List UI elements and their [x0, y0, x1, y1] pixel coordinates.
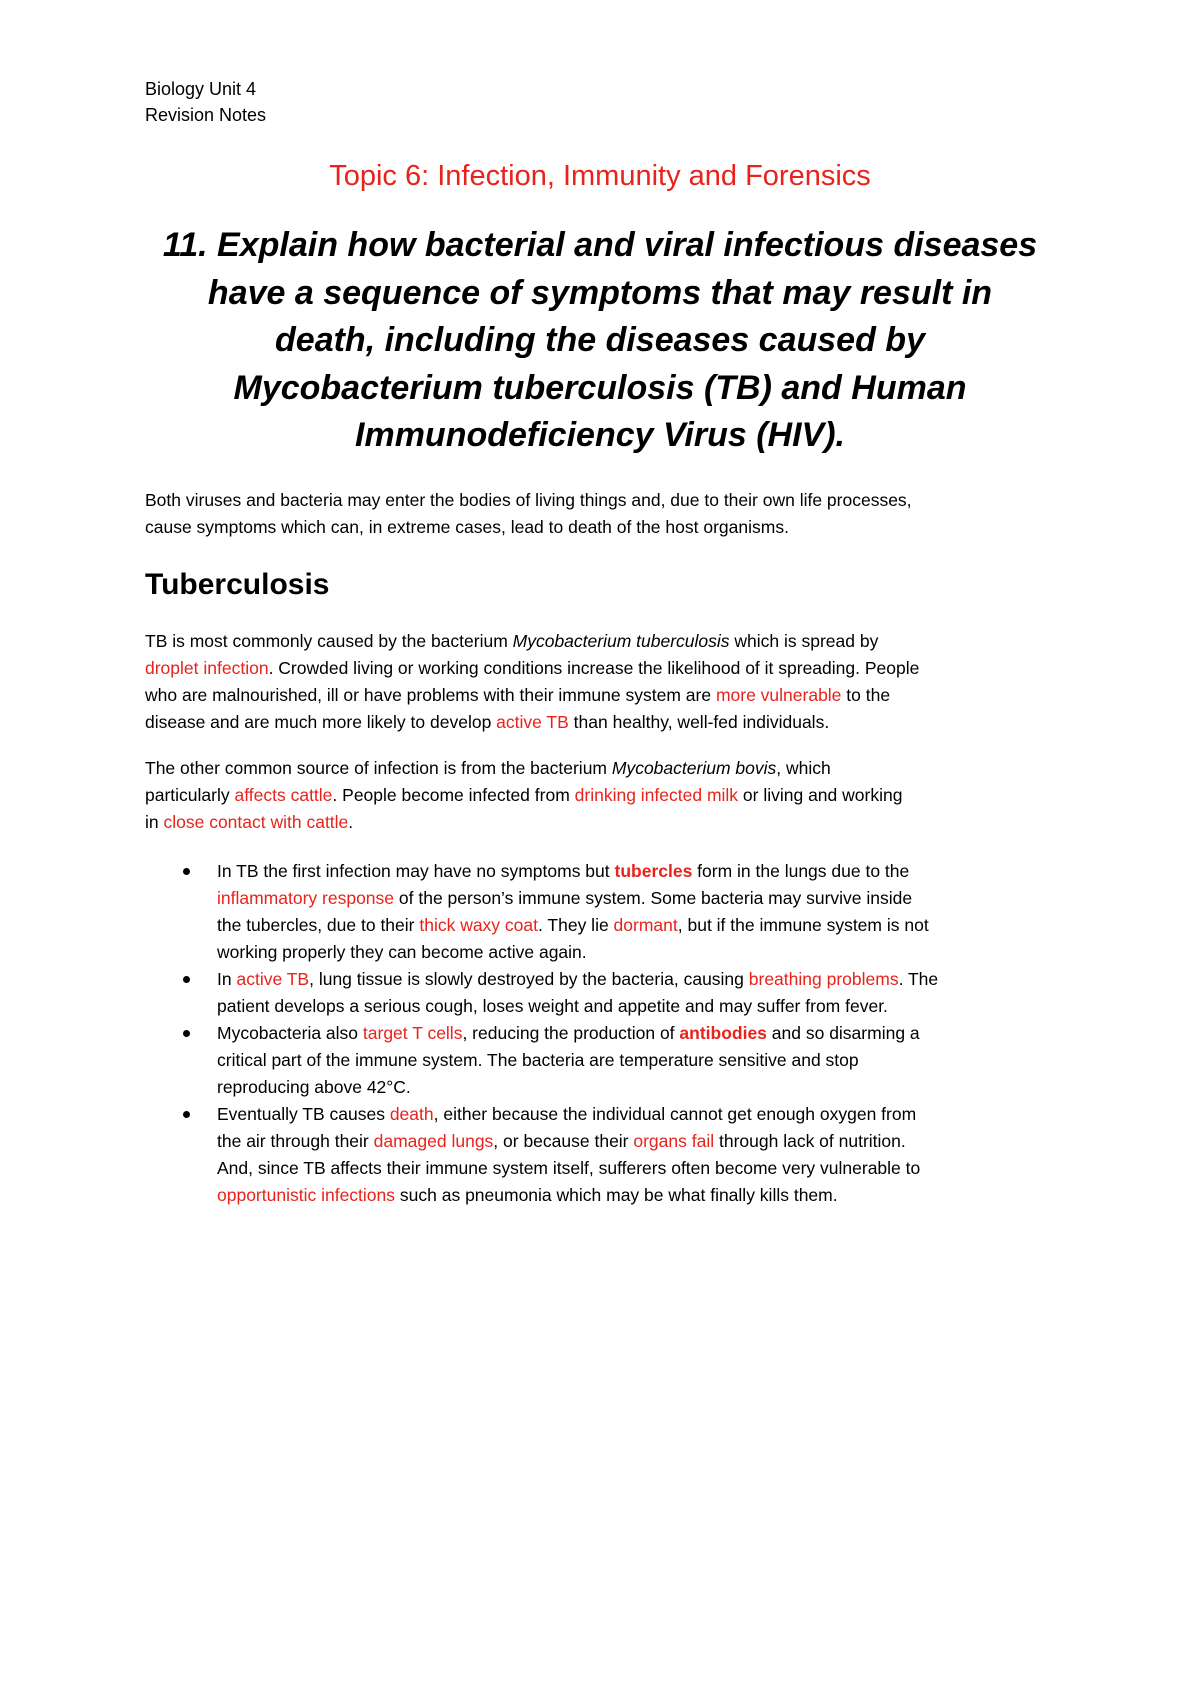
text-run: . The	[898, 969, 939, 989]
text-run: Eventually TB causes	[217, 1104, 390, 1124]
text-run: particularly	[145, 785, 235, 805]
bullet-icon	[183, 1111, 190, 1118]
intro-paragraph	[145, 487, 1085, 541]
key-term: opportunistic infections	[217, 1185, 396, 1205]
intro-line: cause symptoms which can, in extreme cases, lead to death of the host organisms.	[145, 517, 789, 537]
text-run: Mycobacteria also	[217, 1023, 363, 1043]
list-item-line: And, since TB affects their immune system itself, sufferers often become very vulnerable to	[217, 1158, 921, 1178]
text-run: which is spread by	[729, 631, 879, 651]
text-run: the tubercles, due to their	[217, 915, 420, 935]
text-run: . People become infected from	[332, 785, 575, 805]
paragraph-tb-cause	[145, 628, 1085, 736]
paragraph-line	[145, 755, 1085, 782]
text-run: In TB the first infection may have no symptoms but	[217, 861, 615, 881]
text-run: , which	[776, 758, 831, 778]
text-run: form in the lungs due to the	[692, 861, 910, 881]
text-run: , or because their	[493, 1131, 634, 1151]
text-run: and so disarming a	[766, 1023, 920, 1043]
list-item-line	[217, 1020, 1085, 1047]
text-run: , reducing the production of	[462, 1023, 680, 1043]
text-run: in	[145, 812, 164, 832]
list-item	[145, 1101, 1085, 1209]
species-name: Mycobacterium bovis	[611, 758, 777, 778]
bullet-icon	[183, 1030, 190, 1037]
text-run: TB is most commonly caused by the bacterium	[145, 631, 513, 651]
key-term: inflammatory response	[217, 888, 395, 908]
section-heading-tuberculosis: Tuberculosis	[145, 568, 330, 601]
list-item	[145, 1020, 1085, 1101]
key-term: thick waxy coat	[419, 915, 538, 935]
key-term: drinking infected milk	[574, 785, 739, 805]
text-run: than healthy, well-fed individuals.	[568, 712, 830, 732]
key-term: active TB	[236, 969, 310, 989]
question-line: Immunodeficiency Virus (HIV).	[355, 416, 845, 454]
key-term: breathing problems	[748, 969, 899, 989]
key-term: death	[389, 1104, 434, 1124]
question-heading	[100, 222, 1100, 460]
intro-line: Both viruses and bacteria may enter the bodies of living things and, due to their own life processes,	[145, 490, 912, 510]
text-run: who are malnourished, ill or have problems with their immune system are	[145, 685, 716, 705]
text-run: , but if the immune system is not	[677, 915, 929, 935]
text-run: or living and working	[738, 785, 903, 805]
text-run: , either because the individual cannot get enough oxygen from	[433, 1104, 917, 1124]
list-item-line: patient develops a serious cough, loses weight and appetite and may suffer from fever.	[217, 996, 888, 1016]
text-run: disease and are much more likely to develop	[145, 712, 497, 732]
list-item-line	[217, 885, 1085, 912]
text-run: . Crowded living or working conditions increase the likelihood of it spreading. People	[268, 658, 920, 678]
list-item-line	[217, 1101, 1085, 1128]
list-item-line	[217, 1182, 1085, 1209]
question-line: have a sequence of symptoms that may result in	[207, 273, 993, 312]
key-term: dormant	[613, 915, 678, 935]
text-run: . They lie	[538, 915, 614, 935]
list-item	[145, 858, 1085, 966]
paragraph-line	[145, 682, 1085, 709]
bullet-icon	[183, 868, 190, 875]
key-term: damaged lungs	[373, 1131, 494, 1151]
key-term: target T cells	[362, 1023, 463, 1043]
text-run: such as pneumonia which may be what finally kills them.	[395, 1185, 838, 1205]
key-term: organs fail	[633, 1131, 715, 1151]
key-term: tubercles	[614, 861, 693, 881]
question-line: death, including the diseases caused by	[275, 321, 925, 359]
text-run: The other common source of infection is from the bacterium	[145, 758, 612, 778]
key-term: more vulnerable	[715, 685, 842, 705]
bullet-list	[145, 858, 1085, 1209]
document-header	[145, 76, 266, 128]
text-run: .	[348, 812, 354, 832]
list-item-line: reproducing above 42°C.	[217, 1077, 411, 1097]
key-term: active TB	[496, 712, 569, 732]
text-run: through lack of nutrition.	[714, 1131, 906, 1151]
text-run: the air through their	[217, 1131, 374, 1151]
list-item-line	[217, 966, 1085, 993]
list-item-line: working properly they can become active again.	[217, 942, 587, 962]
text-run: , lung tissue is slowly destroyed by the bacteria, causing	[309, 969, 749, 989]
topic-title: Topic 6: Infection, Immunity and Forensics	[329, 160, 871, 192]
list-item-line	[217, 858, 1085, 885]
question-line: 11. Explain how bacterial and viral infectious diseases	[162, 226, 1038, 264]
list-item-line: critical part of the immune system. The bacteria are temperature sensitive and stop	[217, 1050, 859, 1070]
key-term: antibodies	[679, 1023, 767, 1043]
text-run: to the	[841, 685, 891, 705]
text-run: of the person’s immune system. Some bacteria may survive inside	[394, 888, 913, 908]
header-course: Biology Unit 4	[145, 79, 257, 99]
key-term: close contact with cattle	[163, 812, 349, 832]
text-run: In	[217, 969, 237, 989]
list-item-line	[217, 912, 1085, 939]
paragraph-line	[145, 709, 1085, 736]
species-name: Mycobacterium tuberculosis	[512, 631, 730, 651]
question-line: Mycobacterium tuberculosis (TB) and Human	[233, 368, 967, 407]
header-subtitle: Revision Notes	[145, 105, 267, 125]
bullet-icon	[183, 976, 190, 983]
key-term: affects cattle	[234, 785, 333, 805]
paragraph-line	[145, 809, 1085, 836]
list-item-line	[217, 1128, 1085, 1155]
paragraph-tb-bovis	[145, 755, 1085, 836]
list-item	[145, 966, 1085, 1020]
paragraph-line	[145, 782, 1085, 809]
paragraph-line	[145, 655, 1085, 682]
paragraph-line	[145, 628, 1085, 655]
key-term: droplet infection	[145, 658, 269, 678]
